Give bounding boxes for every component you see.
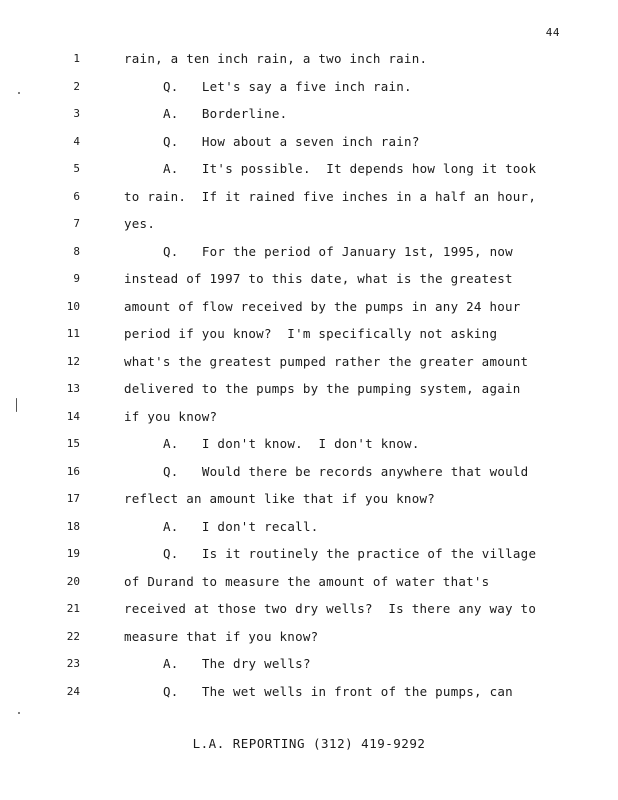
- line-number: 10: [66, 299, 80, 313]
- transcript-line: [0, 544, 618, 572]
- line-text: Q. Is it routinely the practice of the village: [163, 546, 537, 561]
- transcript-line: [0, 462, 618, 490]
- line-text: A. Borderline.: [163, 106, 288, 121]
- line-text: A. It's possible. It depends how long it took: [163, 161, 537, 176]
- line-number: 8: [73, 244, 80, 258]
- line-text: Q. The wet wells in front of the pumps, can: [163, 683, 513, 699]
- transcript-line: [0, 352, 618, 380]
- transcript-line: [0, 379, 618, 407]
- transcript-line: [0, 517, 618, 545]
- line-number: 24: [66, 684, 80, 698]
- line-number: 13: [66, 382, 80, 395]
- line-number: 15: [66, 437, 80, 450]
- transcript-line: [0, 297, 618, 325]
- line-number: 20: [66, 574, 80, 588]
- transcript-line: [0, 572, 618, 600]
- scan-speck: [18, 712, 20, 714]
- transcript-line: [0, 489, 618, 517]
- line-number: 6: [73, 189, 80, 203]
- line-text: measure that if you know?: [124, 628, 319, 644]
- line-number: 23: [66, 657, 80, 670]
- line-number: 9: [73, 272, 80, 285]
- transcript-line: [0, 434, 618, 462]
- reporter-footer: L.A. REPORTING (312) 419-9292: [192, 736, 426, 751]
- line-text: reflect an amount like that if you know?: [124, 491, 436, 506]
- line-number: 5: [73, 162, 80, 175]
- line-number: 16: [66, 464, 80, 478]
- line-number: 4: [73, 134, 80, 148]
- line-text: to rain. If it rained five inches in a half an hour,: [124, 188, 537, 204]
- line-number: 18: [66, 519, 80, 533]
- line-text: amount of flow received by the pumps in any 24 hour: [124, 298, 521, 314]
- transcript-line: [0, 159, 618, 187]
- transcript-line: [0, 324, 618, 352]
- line-number: 22: [66, 629, 80, 643]
- line-number: 21: [66, 602, 80, 615]
- transcript-line: [0, 77, 618, 105]
- line-text: yes.: [124, 216, 156, 231]
- transcript-line: [0, 599, 618, 627]
- transcript-line: [0, 49, 618, 77]
- transcript-line: [0, 104, 618, 132]
- line-text: of Durand to measure the amount of water that's: [124, 573, 490, 589]
- transcript-line: [0, 269, 618, 297]
- line-text: rain, a ten inch rain, a two inch rain.: [124, 51, 428, 66]
- page-number: 44: [545, 26, 560, 39]
- transcript-line: [0, 682, 618, 710]
- line-number: 7: [73, 217, 80, 230]
- line-number: 19: [66, 547, 80, 560]
- transcript-line: [0, 242, 618, 270]
- line-number: 14: [66, 409, 80, 423]
- line-number: 17: [66, 492, 80, 505]
- transcript-lines: [0, 49, 618, 709]
- transcript-line: [0, 654, 618, 682]
- line-text: period if you know? I'm specifically not asking: [124, 326, 498, 341]
- line-number: 12: [66, 354, 80, 368]
- line-text: A. I don't know. I don't know.: [163, 436, 420, 451]
- line-text: A. The dry wells?: [163, 656, 311, 671]
- line-text: if you know?: [124, 408, 218, 424]
- line-text: Q. Would there be records anywhere that would: [163, 463, 529, 479]
- scan-speck: [16, 398, 17, 412]
- transcript-line: [0, 132, 618, 160]
- line-number: 2: [73, 79, 80, 93]
- transcript-line: [0, 214, 618, 242]
- transcript-line: [0, 407, 618, 435]
- line-text: received at those two dry wells? Is there any way to: [124, 601, 537, 616]
- line-number: 11: [66, 327, 80, 340]
- line-text: Q. For the period of January 1st, 1995, now: [163, 243, 513, 259]
- transcript-line: [0, 187, 618, 215]
- line-number: 3: [73, 107, 80, 120]
- scan-speck: [18, 92, 20, 94]
- line-text: instead of 1997 to this date, what is the greatest: [124, 271, 513, 286]
- line-text: delivered to the pumps by the pumping system, again: [124, 381, 521, 396]
- line-text: Q. Let's say a five inch rain.: [163, 78, 412, 94]
- line-number: 1: [73, 52, 80, 65]
- line-text: Q. How about a seven inch rain?: [163, 133, 420, 149]
- line-text: A. I don't recall.: [163, 518, 319, 534]
- transcript-line: [0, 627, 618, 655]
- line-text: what's the greatest pumped rather the greater amount: [124, 353, 529, 369]
